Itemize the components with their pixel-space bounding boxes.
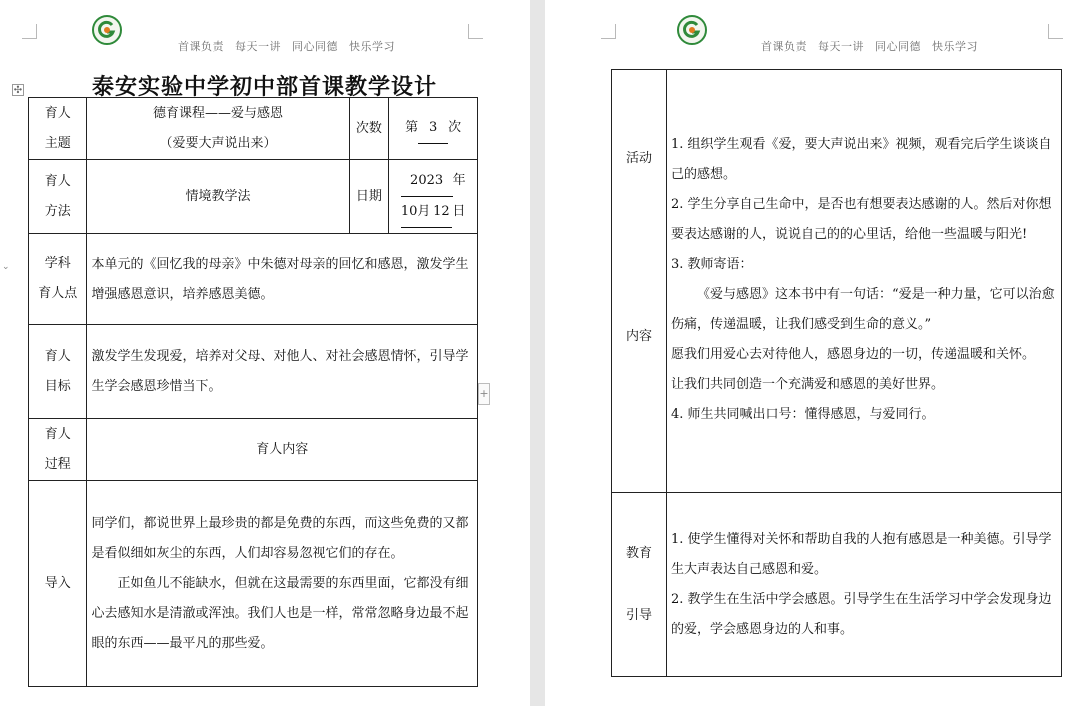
page-title: 泰安实验中学初中部首课教学设计 <box>92 74 438 100</box>
intro-label: 导入 <box>29 481 87 687</box>
content-header: 育人内容 <box>87 419 478 481</box>
header-motto: 首课负责 每天一讲 同心同德 快乐学习 <box>761 40 978 53</box>
page-corner-mark <box>601 24 616 39</box>
session-value[interactable]: 第 3 次 <box>389 98 478 160</box>
method-label: 育人 方法 <box>29 160 87 234</box>
lesson-plan-table <box>28 97 478 687</box>
topic-value[interactable]: 德育课程——爱与感恩 （爱要大声说出来） <box>87 98 349 160</box>
method-value[interactable]: 情境教学法 <box>87 160 349 234</box>
activity-content[interactable]: 1. 组织学生观看《爱，要大声说出来》视频，观看完后学生谈谈自己的感想。 2. 学生分享自己生命中，是否也有想要表达感谢的人。然后对你想要表达感谢的人，说说自己的的心里话，给他一些温暖与阳光! 3. 教师寄语： 《爱与感恩》这本书中有一句话：“爱是一种力量，它可以治愈伤痛，传递温暖，让我们感受到生命的意义。” 愿我们用爱心去对待他人，感恩身边的一切，传递温暖和关怀。 让我们共同创造一个充满爱和感恩的美好世界。 4. 师生共同喊出口号：懂得感恩，与爱同行。 <box>667 70 1062 493</box>
header-motto: 首课负责 每天一讲 同心同德 快乐学习 <box>178 40 395 53</box>
page-corner-mark <box>22 24 37 39</box>
table-move-handle-icon[interactable]: ✣ <box>13 85 23 96</box>
table-row <box>612 70 1062 493</box>
margin-marker: ⌄ <box>2 262 10 272</box>
table-row <box>29 481 478 687</box>
table-row <box>29 98 478 160</box>
topic-label: 育人 主题 <box>29 98 87 160</box>
table-row <box>29 160 478 234</box>
process-label: 育人 过程 <box>29 419 87 481</box>
table-row <box>29 234 478 325</box>
table-row <box>612 493 1062 677</box>
add-column-button[interactable]: + <box>478 383 490 405</box>
document-page-left <box>0 0 530 706</box>
goal-value[interactable]: 激发学生发现爱，培养对父母、对他人、对社会感恩情怀，引导学生学会感恩珍惜当下。 <box>87 325 478 419</box>
activity-label: 活动 内容 <box>612 70 667 493</box>
goal-label: 育人 目标 <box>29 325 87 419</box>
date-value[interactable]: 2023 年 10月 12 日 <box>389 160 478 234</box>
session-label: 次数 <box>349 98 389 160</box>
subject-value[interactable]: 本单元的《回忆我的母亲》中朱德对母亲的回忆和感恩，激发学生增强感恩意识，培养感恩美德。 <box>87 234 478 325</box>
table-row <box>29 325 478 419</box>
page-corner-mark <box>1048 24 1063 39</box>
subject-label: 学科 育人点 <box>29 234 87 325</box>
activity-table <box>611 69 1062 677</box>
guide-label: 教育 引导 <box>612 493 667 677</box>
intro-value[interactable]: 同学们，都说世界上最珍贵的都是免费的东西，而这些免费的又都是看似细如灰尘的东西，人们却容易忽视它们的存在。 正如鱼儿不能缺水，但就在这最需要的东西里面，它都没有细心去感知水是清澈或浑浊。我们人也是一样，常常忽略身边最不起眼的东西——最平凡的那些爱。 <box>87 481 478 687</box>
table-row <box>29 419 478 481</box>
page-corner-mark <box>468 24 483 39</box>
school-logo-icon <box>677 15 707 45</box>
date-label: 日期 <box>349 160 389 234</box>
guide-content[interactable]: 1. 使学生懂得对关怀和帮助自我的人抱有感恩是一种美德。引导学生大声表达自己感恩和爱。 2. 教学生在生活中学会感恩。引导学生在生活学习中学会发现身边的爱，学会感恩身边的人和事。 <box>667 493 1062 677</box>
school-logo-icon <box>92 15 122 45</box>
